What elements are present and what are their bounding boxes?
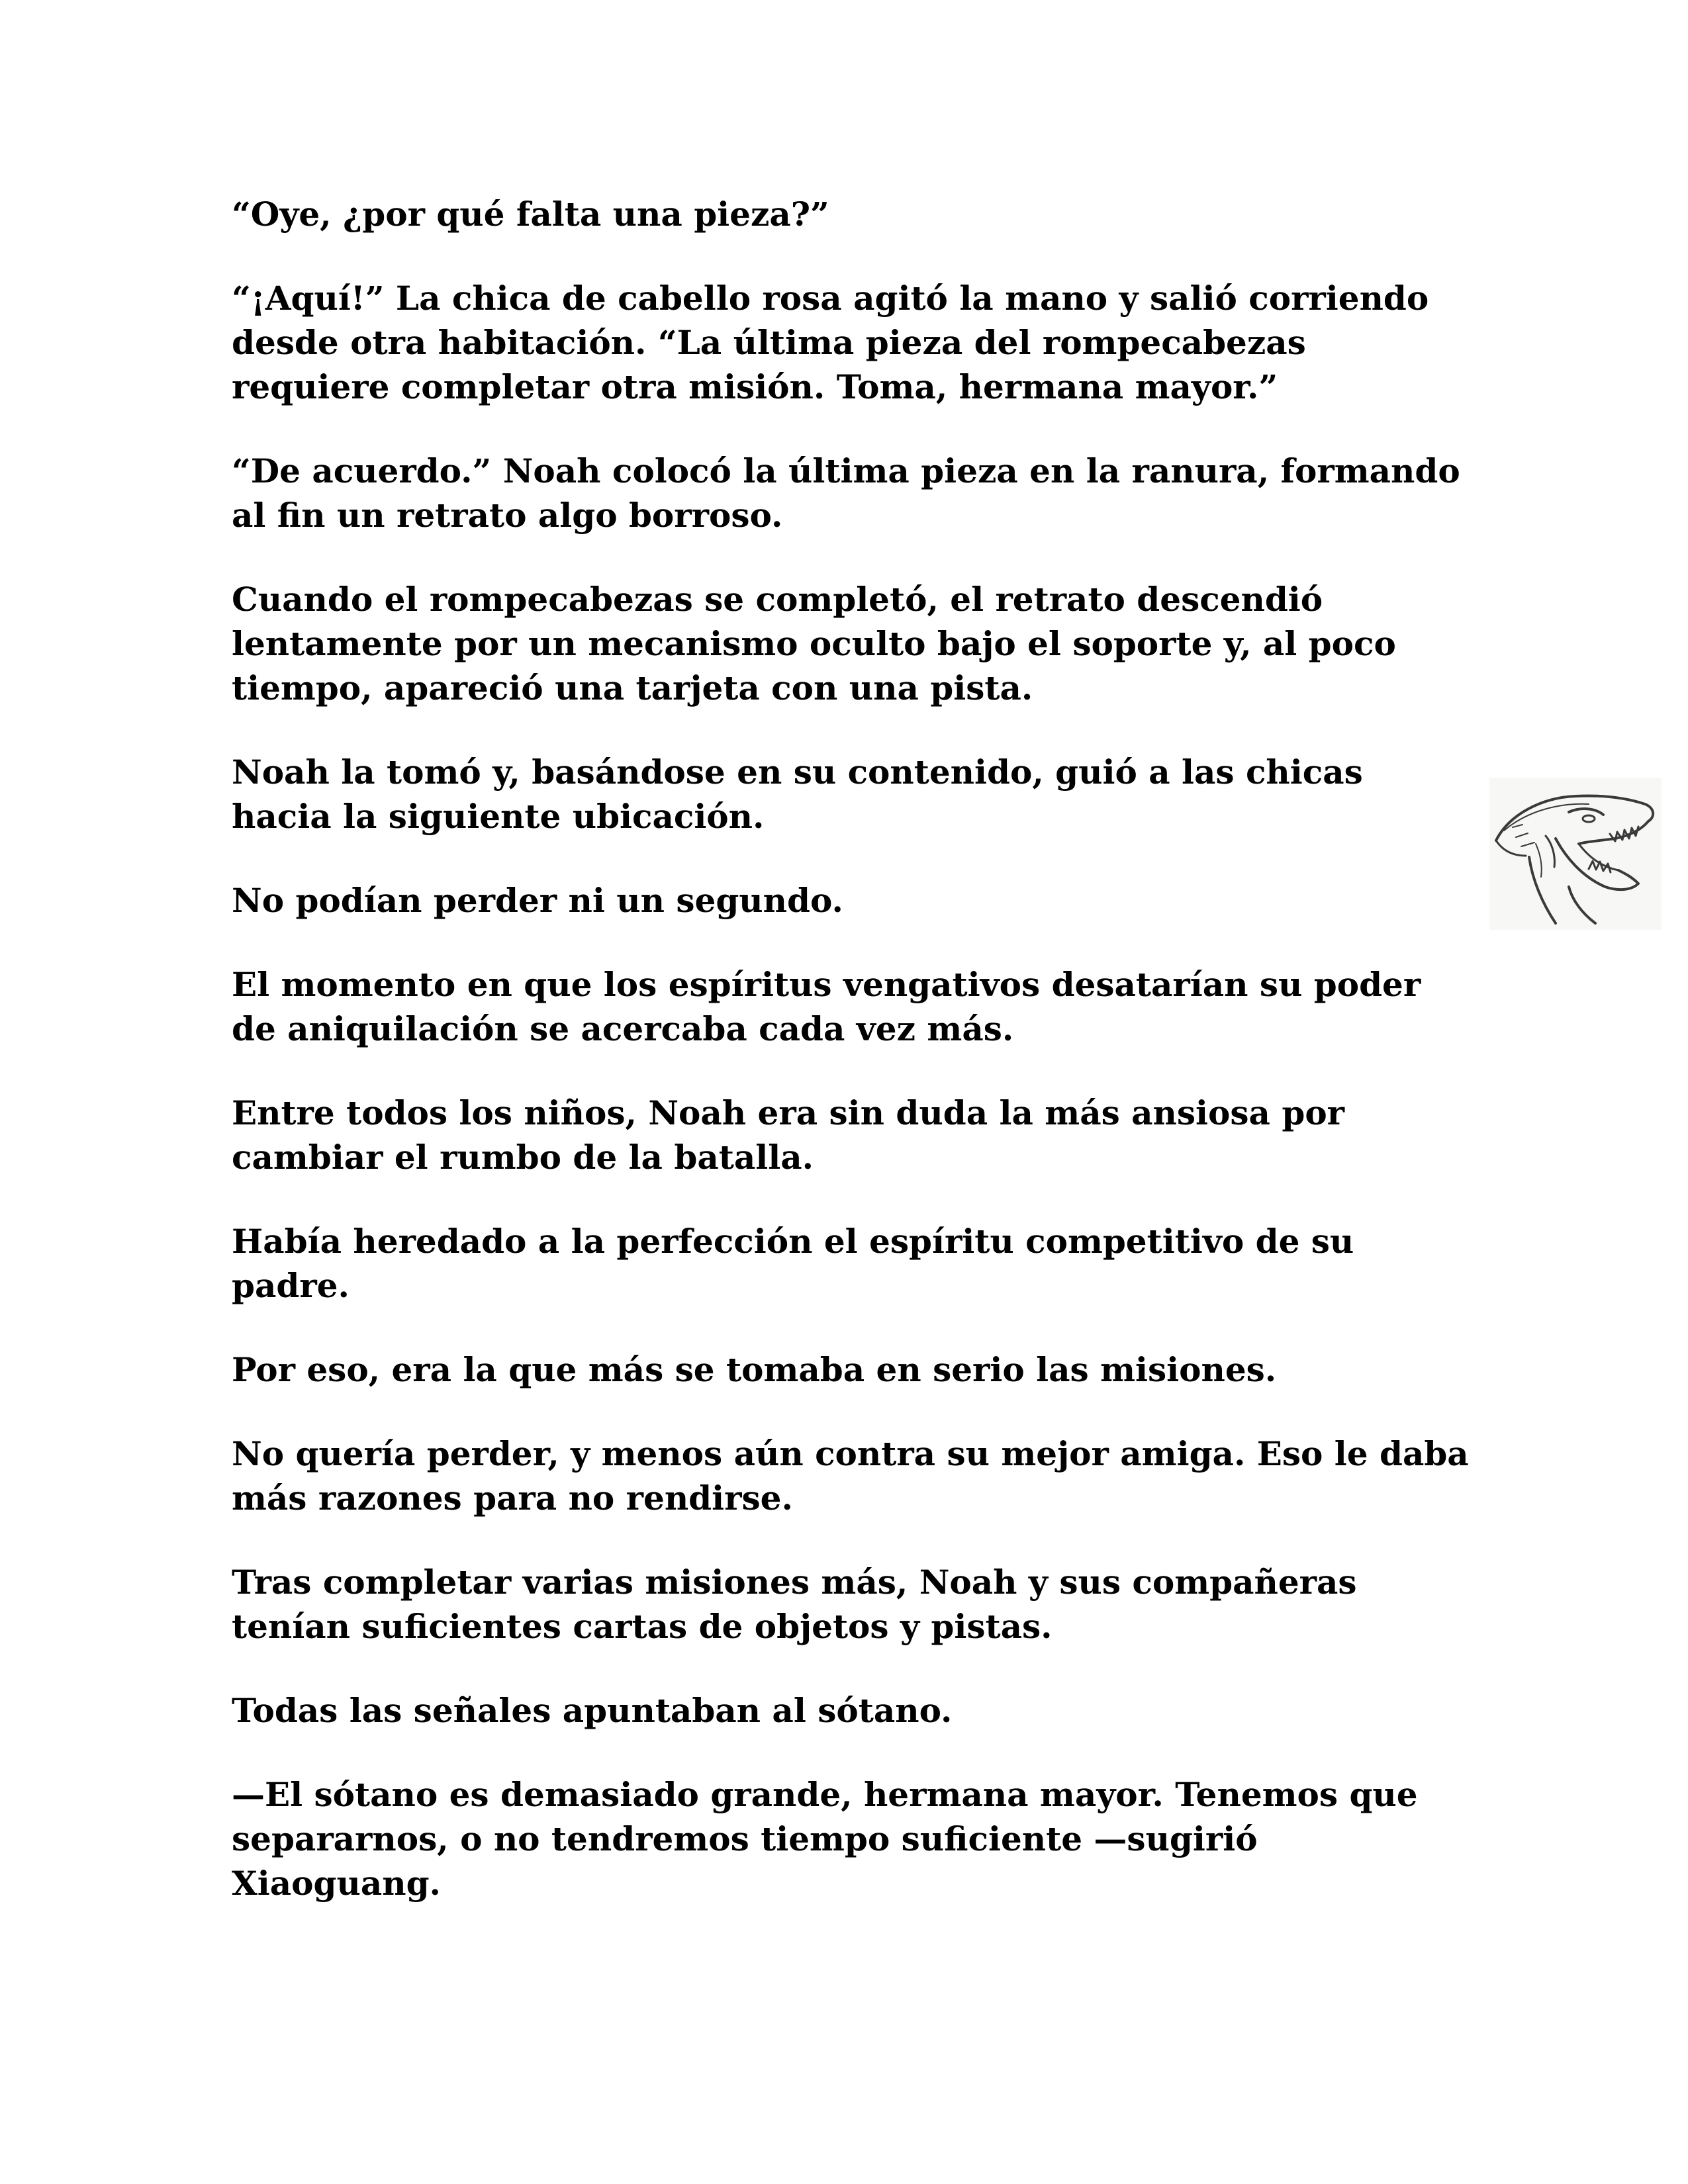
paragraph-14: —El sótano es demasiado grande, hermana mayor. Tenemos que separarnos, o no tendremos tiempo suficiente —sugirió Xiaoguang.	[232, 1775, 1418, 1903]
paragraph-13: Todas las señales apuntaban al sótano.	[232, 1691, 953, 1730]
paragraph-10: Por eso, era la que más se tomaba en serio las misiones.	[232, 1350, 1277, 1389]
paragraph-4: Cuando el rompecabezas se completó, el retrato descendió lentamente por un mecanismo oculto bajo el soporte y, al poco tiempo, apareció una tarjeta con una pista.	[232, 580, 1396, 707]
story-text	[232, 192, 1470, 1945]
paragraph-2: “¡Aquí!” La chica de cabello rosa agitó la mano y salió corriendo desde otra habitación. “La última pieza del rompecabezas requiere completar otra misión. Toma, hermana mayor.”	[232, 279, 1429, 406]
paragraph-3: “De acuerdo.” Noah colocó la última pieza en la ranura, formando al fin un retrato algo borroso.	[232, 451, 1460, 535]
paragraph-7: El momento en que los espíritus vengativos desatarían su poder de aniquilación se acercaba cada vez más.	[232, 965, 1421, 1048]
paragraph-12: Tras completar varias misiones más, Noah y sus compañeras tenían suficientes cartas de objetos y pistas.	[232, 1563, 1357, 1646]
dinosaur-head-sketch-icon	[1489, 778, 1662, 930]
paragraph-11: No quería perder, y menos aún contra su mejor amiga. Eso le daba más razones para no rendirse.	[232, 1434, 1469, 1518]
paragraph-1: “Oye, ¿por qué falta una pieza?”	[232, 195, 829, 234]
paragraph-5: Noah la tomó y, basándose en su contenido, guió a las chicas hacia la siguiente ubicación.	[232, 752, 1363, 836]
paragraph-6: No podían perder ni un segundo.	[232, 881, 843, 920]
paragraph-9: Había heredado a la perfección el espíritu competitivo de su padre.	[232, 1222, 1354, 1305]
paragraph-8: Entre todos los niños, Noah era sin duda la más ansiosa por cambiar el rumbo de la batalla.	[232, 1093, 1345, 1177]
